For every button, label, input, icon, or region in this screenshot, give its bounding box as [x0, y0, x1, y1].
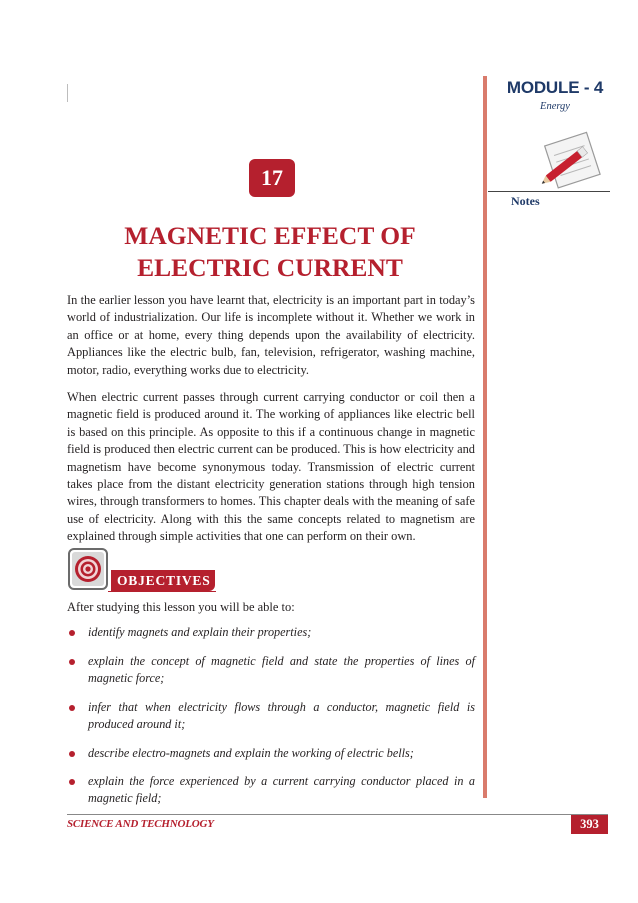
objectives-list	[67, 620, 475, 807]
list-item	[67, 745, 475, 762]
sidebar-divider	[483, 76, 487, 798]
notes-rule	[488, 191, 610, 192]
list-item	[67, 653, 475, 687]
chapter-title-line-2: ELECTRIC CURRENT	[137, 253, 403, 282]
list-item	[67, 624, 475, 641]
bullet-icon	[69, 751, 75, 757]
bullet-icon	[69, 659, 75, 665]
objectives-underline	[108, 591, 216, 592]
chapter-title-line-1: MAGNETIC EFFECT OF	[124, 221, 416, 250]
objective-text: identify magnets and explain their properties;	[88, 625, 312, 639]
chapter-number: 17	[249, 159, 295, 197]
footer-subject: SCIENCE AND TECHNOLOGY	[67, 818, 214, 830]
crop-mark	[67, 84, 68, 102]
notes-label: Notes	[511, 194, 540, 208]
target-icon	[68, 548, 108, 590]
module-subtitle: Energy	[540, 101, 570, 112]
notepad-pen-icon	[537, 128, 609, 192]
bullet-icon	[69, 779, 75, 785]
footer-rule	[67, 814, 608, 815]
chapter-title	[70, 220, 470, 284]
body-paragraph: When electric current passes through current carrying conductor or coil then a magnetic field is produced around it. The working of appliances like electric bell is based on this principle. As opposite to this if a continuous change in magnetic field is produced then electric current can be produced. This is how electricity and magnetism have become synonymous today. Transmission of electric current takes place from the distant electricity generation stations through high tension wires, through transformers to homes. This chapter deals with the meaning of safe use of electricity. Along with this the same concepts related to magnetism are explained through simple activities that one can perform on their own.	[67, 390, 475, 544]
list-item	[67, 699, 475, 733]
objective-text: explain the concept of magnetic field and state the properties of lines of magnetic force;	[88, 654, 475, 685]
list-item	[67, 773, 475, 807]
objective-text: explain the force experienced by a current carrying conductor placed in a magnetic field;	[88, 774, 475, 805]
objective-text: describe electro-magnets and explain the working of electric bells;	[88, 746, 414, 760]
page-number: 393	[571, 815, 608, 834]
bullet-icon	[69, 630, 75, 636]
intro-paragraph: In the earlier lesson you have learnt that, electricity is an important part in today’s world of industrialization. Our life is incomplete without it. Whether we work in an office or at home, every thing depends upon the availability of electricity. Appliances like the electric bulb, fan, television, refrigerator, washing machine, motor, radio, everything works due to electricity.	[67, 293, 475, 377]
bullet-icon	[69, 705, 75, 711]
objective-text: infer that when electricity flows through a conductor, magnetic field is produced around it;	[88, 700, 475, 731]
module-title: MODULE - 4	[506, 78, 604, 97]
objectives-heading: OBJECTIVES	[111, 570, 215, 591]
objectives-intro: After studying this lesson you will be able to:	[67, 600, 295, 614]
